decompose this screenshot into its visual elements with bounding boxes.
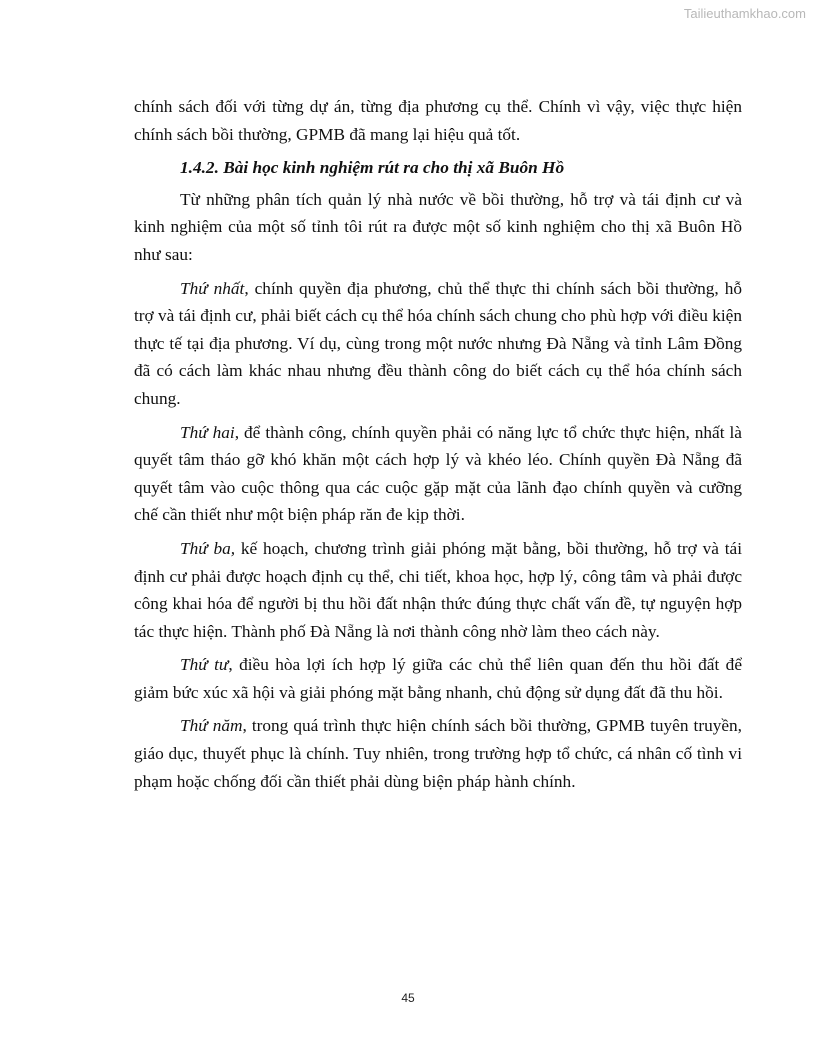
paragraph-fifth-lesson [134,712,742,795]
paragraph-text: , để thành công, chính quyền phải có năng lực tổ chức thực hiện, nhất là quyết tâm tháo gỡ khó khăn một cách hợp lý và khéo léo. Chính quyền Đà Nẵng đã quyết tâm vào cuộc thông qua các cuộc gặp mặt của lãnh đạo chính quyền và cưỡng chế cần thiết như một biện pháp răn đe kịp thời. [134,422,742,525]
paragraph-second-lesson [134,419,742,529]
paragraph-text: kế hoạch, chương trình giải phóng mặt bằng, bồi thường, hỗ trợ và tái định cư phải được hoạch định cụ thể, chi tiết, khoa học, hợp lý, công tâm và phải được công khai hóa để người bị thu hồi đất nhận thức đúng thực chất vấn đề, tự nguyện hợp tác thực hiện. Thành phố Đà Nẵng là nơi thành công nhờ làm theo cách này. [134,538,742,641]
lead-term: Thứ hai [180,422,235,442]
paragraph-fourth-lesson [134,651,742,706]
paragraph-text: , chính quyền địa phương, chủ thể thực thi chính sách bồi thường, hỗ trợ và tái định cư, phải biết cách cụ thể hóa chính sách chung cho phù hợp với điều kiện thực tế tại địa phương. Ví dụ, cùng trong một nước nhưng Đà Nẵng và tỉnh Lâm Đồng đã có cách làm khác nhau nhưng đều thành công do biết cách cụ thể hóa chính sách chung. [134,278,742,408]
page-number: 45 [401,991,415,1005]
lead-term: Thứ năm [180,716,243,736]
document-body [134,93,742,801]
paragraph-first-lesson [134,275,742,413]
watermark: Tailieuthamkhao.com [683,6,806,21]
lead-term: Thứ tư [180,655,229,675]
paragraph-text: , điều hòa lợi ích hợp lý giữa các chủ thể liên quan đến thu hồi đất để giảm bức xúc xã hội và giải phóng mặt bằng nhanh, chủ động sử dụng đất đã thu hồi. [134,655,742,702]
paragraph-continuation: chính sách đối với từng dự án, từng địa phương cụ thể. Chính vì vậy, việc thực hiện chính sách bồi thường, GPMB đã mang lại hiệu quả tốt. [134,97,742,144]
paragraph-third-lesson [134,535,742,645]
paragraph-intro: Từ những phân tích quản lý nhà nước về bồi thường, hỗ trợ và tái định cư và kinh nghiệm của một số tỉnh tôi rút ra được một số kinh nghiệm cho thị xã Buôn Hồ như sau: [134,189,742,264]
lead-term: Thứ nhất [180,278,245,298]
paragraph-text: , trong quá trình thực hiện chính sách bồi thường, GPMB tuyên truyền, giáo dục, thuyết phục là chính. Tuy nhiên, trong trường hợp tổ chức, cá nhân cố tình vi phạm hoặc chống đối cần thiết phải dùng biện pháp hành chính. [134,716,742,791]
lead-term: Thứ ba, [180,538,236,558]
section-heading: 1.4.2. Bài học kinh nghiệm rút ra cho thị xã Buôn Hồ [180,158,565,178]
